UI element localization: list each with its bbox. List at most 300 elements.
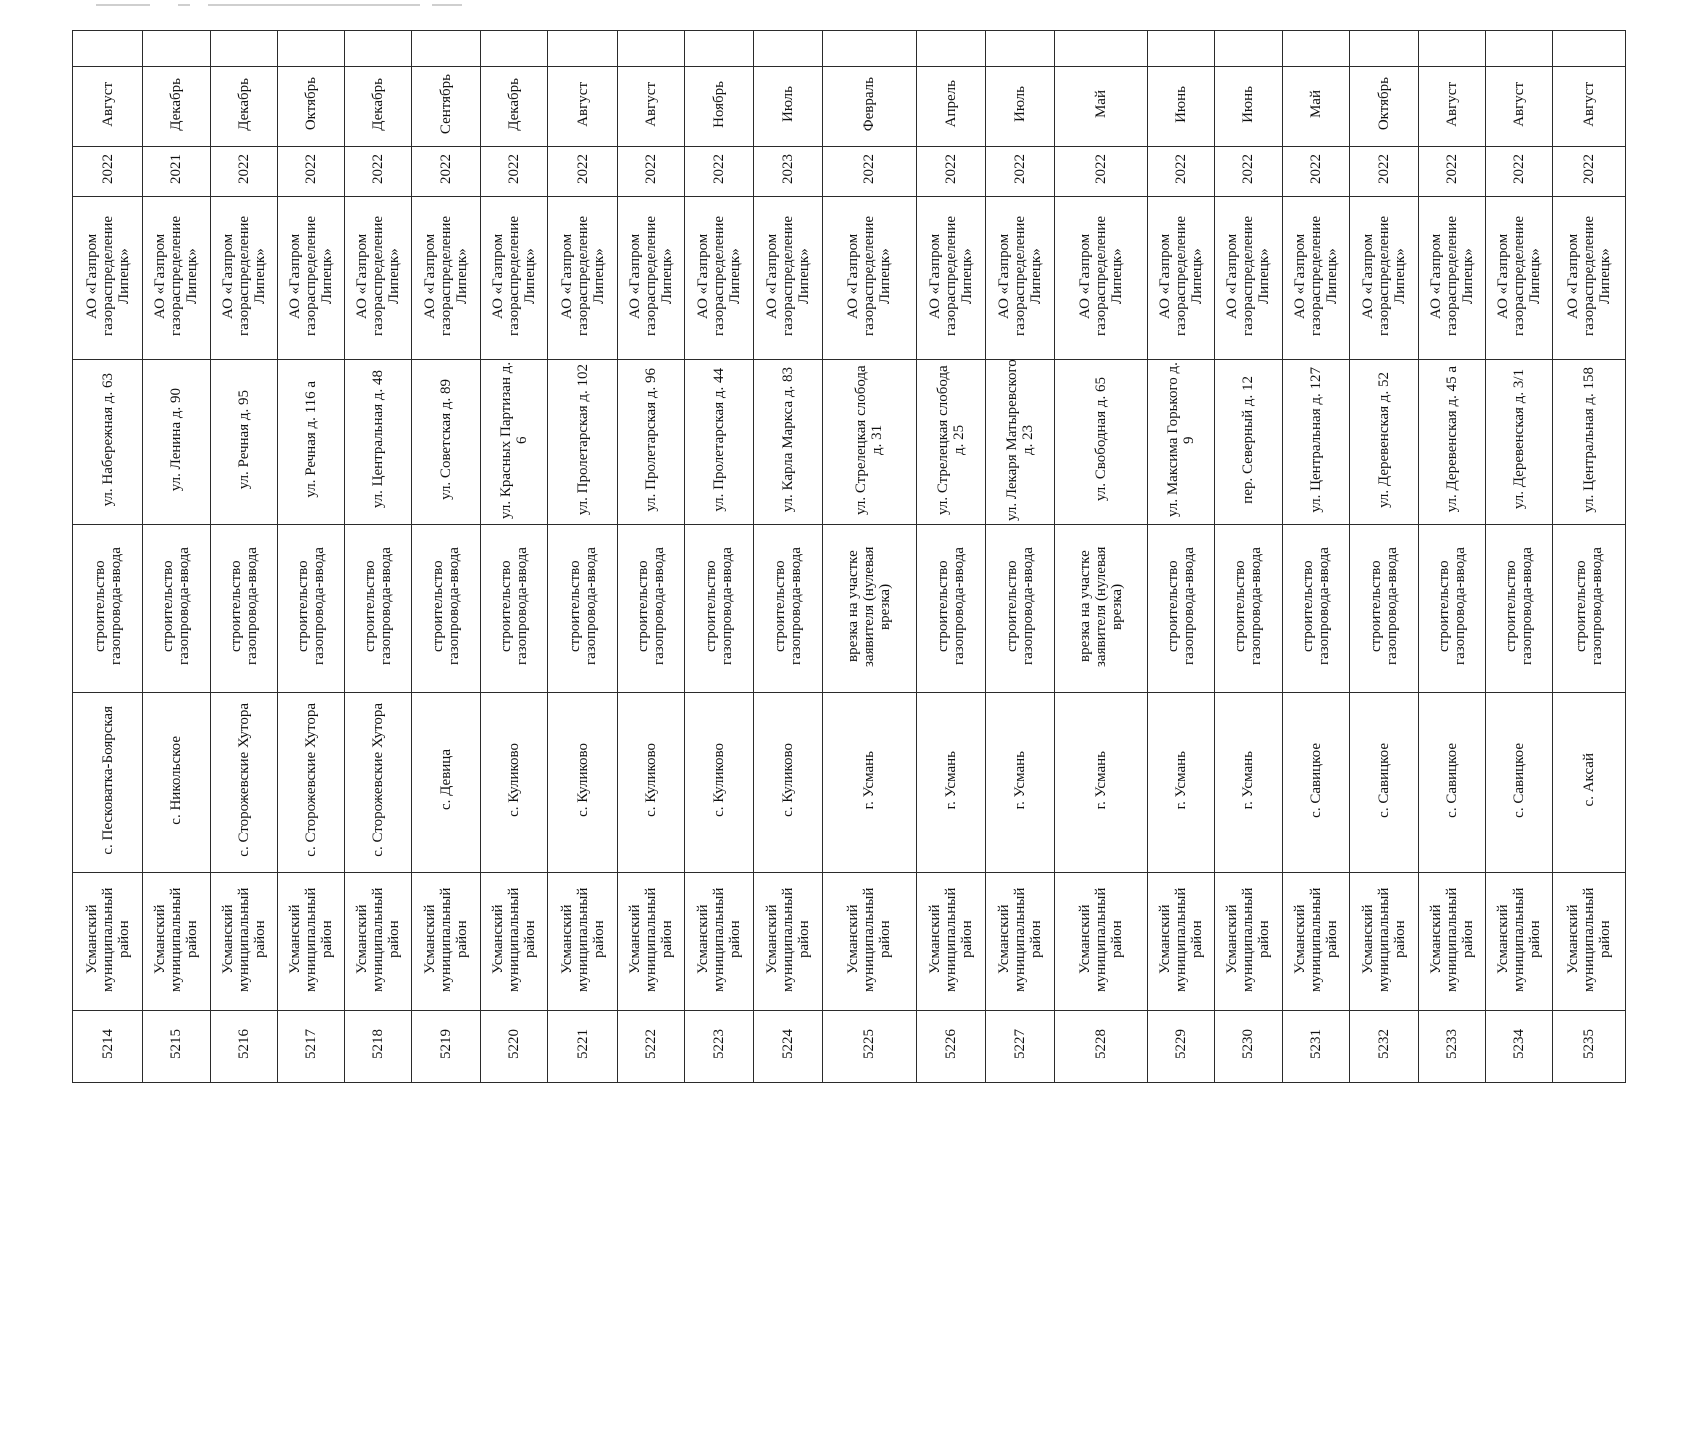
work-type-text: строительство газопровода-ввода xyxy=(1003,547,1036,665)
row-id-text: 5215 xyxy=(168,1029,185,1059)
work-type-cell xyxy=(985,525,1054,693)
work-type-cell xyxy=(1553,525,1626,693)
work-type-text: строительство газопровода-ввода xyxy=(772,547,805,665)
district-cell xyxy=(1349,873,1418,1011)
locality-cell xyxy=(1215,693,1282,873)
work-type-text: строительство газопровода-ввода xyxy=(702,547,735,665)
year-cell xyxy=(73,147,143,197)
company-cell xyxy=(684,197,753,360)
year-cell xyxy=(481,147,548,197)
table-band-id xyxy=(73,1011,1626,1083)
district-cell xyxy=(684,873,753,1011)
company-cell xyxy=(1148,197,1215,360)
locality-cell xyxy=(823,693,916,873)
row-id-cell xyxy=(411,1011,480,1083)
address-cell xyxy=(1418,360,1485,525)
locality-cell xyxy=(617,693,684,873)
row-id-cell xyxy=(823,1011,916,1083)
company-text: АО «Газпром газораспределение Липецк» xyxy=(422,215,471,336)
row-id-cell xyxy=(1215,1011,1282,1083)
locality-cell xyxy=(1282,693,1349,873)
district-text: Усманский муниципальный район xyxy=(558,886,607,992)
work-type-text: врезка на участке заявителя (нулевая врезка) xyxy=(845,545,894,667)
year-cell xyxy=(1215,147,1282,197)
year-cell xyxy=(1282,147,1349,197)
year-text: 2022 xyxy=(1173,154,1190,184)
row-id-cell xyxy=(916,1011,985,1083)
locality-cell xyxy=(1418,693,1485,873)
year-text: 2022 xyxy=(942,154,959,184)
work-type-cell xyxy=(1418,525,1485,693)
row-id-text: 5224 xyxy=(780,1029,797,1059)
table-band-blank xyxy=(73,31,1626,67)
table-band-address xyxy=(73,360,1626,525)
row-id-text: 5221 xyxy=(574,1029,591,1059)
work-type-text: строительство газопровода-ввода xyxy=(294,547,327,665)
row-id-cell xyxy=(1148,1011,1215,1083)
row-id-cell xyxy=(1055,1011,1148,1083)
company-text: АО «Газпром газораспределение Липецк» xyxy=(1359,215,1408,336)
company-text: АО «Газпром газораспределение Липецк» xyxy=(1428,215,1477,336)
month-text: Июнь xyxy=(1173,85,1190,123)
work-type-text: строительство газопровода-ввода xyxy=(1299,547,1332,665)
locality-text: г. Усмань xyxy=(1173,750,1190,810)
year-text: 2022 xyxy=(1011,154,1028,184)
address-text: ул. Стрелецкая слобода д. 31 xyxy=(853,364,886,515)
row-id-cell xyxy=(684,1011,753,1083)
row-id-cell xyxy=(1553,1011,1626,1083)
district-text: Усманский муниципальный район xyxy=(995,886,1044,992)
row-id-text: 5227 xyxy=(1011,1029,1028,1059)
locality-cell xyxy=(1486,693,1553,873)
blank-cell xyxy=(684,31,753,67)
district-cell xyxy=(1418,873,1485,1011)
row-id-text: 5214 xyxy=(99,1029,116,1059)
locality-text: с. Куликово xyxy=(506,743,523,817)
company-cell xyxy=(210,197,277,360)
work-type-cell xyxy=(210,525,277,693)
work-type-cell xyxy=(1215,525,1282,693)
work-type-text: строительство газопровода-ввода xyxy=(498,547,531,665)
year-text: 2022 xyxy=(642,154,659,184)
company-cell xyxy=(481,197,548,360)
company-cell xyxy=(754,197,823,360)
year-text: 2022 xyxy=(302,154,319,184)
blank-cell xyxy=(548,31,617,67)
address-cell xyxy=(1349,360,1418,525)
blank-cell xyxy=(916,31,985,67)
company-text: АО «Газпром газораспределение Липецк» xyxy=(353,215,402,336)
address-text: ул. Центральная д. 48 xyxy=(369,370,386,509)
month-text: Июль xyxy=(780,86,797,122)
work-type-text: строительство газопровода-ввода xyxy=(1232,547,1265,665)
year-cell xyxy=(754,147,823,197)
address-cell xyxy=(1148,360,1215,525)
year-cell xyxy=(548,147,617,197)
year-text: 2021 xyxy=(168,154,185,184)
year-text: 2022 xyxy=(506,154,523,184)
address-text: ул. Речная д. 116 а xyxy=(302,381,319,498)
locality-text: с. Девица xyxy=(438,749,455,811)
row-id-cell xyxy=(754,1011,823,1083)
locality-text: с. Савицкое xyxy=(1307,742,1324,818)
locality-cell xyxy=(684,693,753,873)
row-id-text: 5226 xyxy=(942,1029,959,1059)
blank-cell xyxy=(1349,31,1418,67)
work-type-cell xyxy=(1282,525,1349,693)
table-band-month xyxy=(73,67,1626,147)
locality-text: с. Куликово xyxy=(780,743,797,817)
company-cell xyxy=(1055,197,1148,360)
address-text: ул. Свободная д. 65 xyxy=(1093,377,1110,502)
year-text: 2022 xyxy=(574,154,591,184)
year-text: 2022 xyxy=(1444,154,1461,184)
work-type-cell xyxy=(617,525,684,693)
month-cell xyxy=(344,67,411,147)
year-cell xyxy=(1553,147,1626,197)
district-text: Усманский муниципальный район xyxy=(1224,886,1273,992)
row-id-text: 5223 xyxy=(710,1029,727,1059)
row-id-text: 5230 xyxy=(1240,1029,1257,1059)
locality-cell xyxy=(916,693,985,873)
locality-cell xyxy=(1148,693,1215,873)
company-text: АО «Газпром газораспределение Липецк» xyxy=(1157,215,1206,336)
year-cell xyxy=(411,147,480,197)
company-cell xyxy=(1349,197,1418,360)
month-cell xyxy=(754,67,823,147)
work-type-cell xyxy=(73,525,143,693)
row-id-text: 5225 xyxy=(861,1029,878,1059)
month-text: Июль xyxy=(1011,86,1028,122)
company-cell xyxy=(1282,197,1349,360)
locality-text: с. Сторожевские Хутора xyxy=(235,703,252,857)
address-cell xyxy=(1486,360,1553,525)
work-type-cell xyxy=(684,525,753,693)
locality-cell xyxy=(1055,693,1148,873)
month-cell xyxy=(143,67,210,147)
row-id-cell xyxy=(73,1011,143,1083)
locality-cell xyxy=(411,693,480,873)
company-text: АО «Газпром газораспределение Липецк» xyxy=(764,215,813,336)
district-text: Усманский муниципальный район xyxy=(1428,886,1477,992)
locality-cell xyxy=(344,693,411,873)
address-text: ул. Максима Горького д. 9 xyxy=(1165,362,1198,517)
row-id-text: 5220 xyxy=(506,1029,523,1059)
table-band-company xyxy=(73,197,1626,360)
address-text: ул. Советская д. 89 xyxy=(438,379,455,500)
company-text: АО «Газпром газораспределение Липецк» xyxy=(995,215,1044,336)
blank-cell xyxy=(210,31,277,67)
row-id-cell xyxy=(143,1011,210,1083)
year-text: 2022 xyxy=(710,154,727,184)
work-type-cell xyxy=(277,525,344,693)
district-cell xyxy=(823,873,916,1011)
table-band-locality xyxy=(73,693,1626,873)
blank-cell xyxy=(411,31,480,67)
address-text: ул. Деревенская д. 45 а xyxy=(1444,366,1461,513)
blank-cell xyxy=(1148,31,1215,67)
blank-cell xyxy=(1418,31,1485,67)
locality-text: г. Усмань xyxy=(861,750,878,810)
address-cell xyxy=(277,360,344,525)
blank-cell xyxy=(985,31,1054,67)
address-cell xyxy=(73,360,143,525)
blank-cell xyxy=(617,31,684,67)
scan-artifact xyxy=(208,4,420,6)
year-text: 2022 xyxy=(861,154,878,184)
month-cell xyxy=(481,67,548,147)
month-cell xyxy=(916,67,985,147)
locality-cell xyxy=(210,693,277,873)
company-text: АО «Газпром газораспределение Липецк» xyxy=(83,215,132,336)
month-text: Май xyxy=(1093,89,1110,119)
locality-cell xyxy=(277,693,344,873)
company-cell xyxy=(617,197,684,360)
month-text: Май xyxy=(1307,89,1324,119)
month-text: Август xyxy=(574,81,591,127)
year-text: 2023 xyxy=(780,154,797,184)
row-id-text: 5228 xyxy=(1093,1029,1110,1059)
address-text: ул. Пролетарская д. 44 xyxy=(710,367,727,512)
locality-cell xyxy=(481,693,548,873)
row-id-text: 5229 xyxy=(1173,1029,1190,1059)
work-type-text: строительство газопровода-ввода xyxy=(1165,547,1198,665)
address-cell xyxy=(1215,360,1282,525)
month-text: Август xyxy=(1444,81,1461,127)
row-id-cell xyxy=(210,1011,277,1083)
table-band-district xyxy=(73,873,1626,1011)
address-cell xyxy=(916,360,985,525)
month-text: Февраль xyxy=(861,76,878,132)
work-type-text: строительство газопровода-ввода xyxy=(160,547,193,665)
month-cell xyxy=(210,67,277,147)
company-text: АО «Газпром газораспределение Липецк» xyxy=(490,215,539,336)
month-cell xyxy=(1553,67,1626,147)
row-id-cell xyxy=(1349,1011,1418,1083)
address-text: ул. Лекаря Матыревского д. 23 xyxy=(1003,358,1036,521)
locality-cell xyxy=(143,693,210,873)
district-text: Усманский муниципальный район xyxy=(1157,886,1206,992)
blank-cell xyxy=(823,31,916,67)
work-type-cell xyxy=(411,525,480,693)
locality-text: с. Савицкое xyxy=(1375,742,1392,818)
month-text: Декабрь xyxy=(168,77,185,131)
locality-text: с. Сторожевские Хутора xyxy=(302,703,319,857)
year-cell xyxy=(1486,147,1553,197)
year-cell xyxy=(277,147,344,197)
row-id-text: 5219 xyxy=(438,1029,455,1059)
year-cell xyxy=(1418,147,1485,197)
work-type-cell xyxy=(1148,525,1215,693)
company-text: АО «Газпром газораспределение Липецк» xyxy=(1495,215,1544,336)
locality-cell xyxy=(73,693,143,873)
month-cell xyxy=(1215,67,1282,147)
month-cell xyxy=(1486,67,1553,147)
address-cell xyxy=(548,360,617,525)
district-text: Усманский муниципальный район xyxy=(764,886,813,992)
table-band-year xyxy=(73,147,1626,197)
month-cell xyxy=(617,67,684,147)
year-text: 2022 xyxy=(438,154,455,184)
row-id-cell xyxy=(277,1011,344,1083)
month-text: Август xyxy=(1581,81,1598,127)
scan-artifact xyxy=(96,4,150,6)
district-cell xyxy=(916,873,985,1011)
row-id-cell xyxy=(548,1011,617,1083)
district-text: Усманский муниципальный район xyxy=(626,886,675,992)
work-type-text: строительство газопровода-ввода xyxy=(91,547,124,665)
locality-cell xyxy=(754,693,823,873)
address-text: пер. Северный д. 12 xyxy=(1240,375,1257,504)
blank-cell xyxy=(754,31,823,67)
month-text: Сентябрь xyxy=(438,73,455,135)
month-cell xyxy=(548,67,617,147)
row-id-text: 5232 xyxy=(1375,1029,1392,1059)
district-cell xyxy=(548,873,617,1011)
locality-cell xyxy=(1349,693,1418,873)
company-cell xyxy=(1215,197,1282,360)
month-cell xyxy=(411,67,480,147)
locality-text: г. Усмань xyxy=(1240,750,1257,810)
district-cell xyxy=(481,873,548,1011)
district-text: Усманский муниципальный район xyxy=(353,886,402,992)
work-type-text: строительство газопровода-ввода xyxy=(1367,547,1400,665)
work-type-text: врезка на участке заявителя (нулевая врезка) xyxy=(1077,545,1126,667)
address-cell xyxy=(143,360,210,525)
work-type-cell xyxy=(143,525,210,693)
month-text: Август xyxy=(642,81,659,127)
address-cell xyxy=(411,360,480,525)
address-text: ул. Ленина д. 90 xyxy=(168,387,185,492)
address-text: ул. Пролетарская д. 102 xyxy=(574,363,591,516)
row-id-cell xyxy=(985,1011,1054,1083)
month-text: Декабрь xyxy=(369,77,386,131)
district-text: Усманский муниципальный район xyxy=(152,886,201,992)
month-cell xyxy=(1282,67,1349,147)
row-id-cell xyxy=(1418,1011,1485,1083)
district-cell xyxy=(985,873,1054,1011)
district-text: Усманский муниципальный район xyxy=(1077,886,1126,992)
month-cell xyxy=(73,67,143,147)
year-cell xyxy=(1349,147,1418,197)
year-cell xyxy=(210,147,277,197)
company-text: АО «Газпром газораспределение Липецк» xyxy=(558,215,607,336)
scan-artifact xyxy=(432,4,462,6)
district-cell xyxy=(1055,873,1148,1011)
blank-cell xyxy=(73,31,143,67)
work-type-cell xyxy=(1486,525,1553,693)
row-id-text: 5234 xyxy=(1511,1029,1528,1059)
company-cell xyxy=(344,197,411,360)
year-text: 2022 xyxy=(99,154,116,184)
year-text: 2022 xyxy=(1375,154,1392,184)
row-id-text: 5233 xyxy=(1444,1029,1461,1059)
row-id-cell xyxy=(481,1011,548,1083)
address-text: ул. Стрелецкая слобода д. 25 xyxy=(934,364,967,515)
year-text: 2022 xyxy=(1307,154,1324,184)
address-cell xyxy=(684,360,753,525)
address-text: ул. Речная д. 95 xyxy=(235,389,252,490)
company-cell xyxy=(985,197,1054,360)
month-cell xyxy=(985,67,1054,147)
month-text: Декабрь xyxy=(235,77,252,131)
year-cell xyxy=(617,147,684,197)
month-text: Октябрь xyxy=(1375,77,1392,131)
district-cell xyxy=(277,873,344,1011)
month-cell xyxy=(1349,67,1418,147)
address-cell xyxy=(823,360,916,525)
company-cell xyxy=(143,197,210,360)
address-cell xyxy=(1553,360,1626,525)
locality-cell xyxy=(985,693,1054,873)
district-text: Усманский муниципальный район xyxy=(694,886,743,992)
district-cell xyxy=(143,873,210,1011)
row-id-cell xyxy=(1282,1011,1349,1083)
company-text: АО «Газпром газораспределение Липецк» xyxy=(152,215,201,336)
address-text: ул. Деревенская д. 3/1 xyxy=(1511,369,1528,510)
year-cell xyxy=(1055,147,1148,197)
company-cell xyxy=(823,197,916,360)
locality-cell xyxy=(1553,693,1626,873)
row-id-text: 5222 xyxy=(642,1029,659,1059)
work-type-cell xyxy=(344,525,411,693)
scan-artifact xyxy=(178,4,190,6)
row-id-cell xyxy=(1486,1011,1553,1083)
locality-text: с. Песковатка-Боярская xyxy=(99,705,116,855)
locality-text: с. Сторожевские Хутора xyxy=(369,703,386,857)
work-type-text: строительство газопровода-ввода xyxy=(1573,547,1606,665)
month-cell xyxy=(1148,67,1215,147)
table-band-work xyxy=(73,525,1626,693)
district-text: Усманский муниципальный район xyxy=(286,886,335,992)
address-cell xyxy=(481,360,548,525)
address-cell xyxy=(617,360,684,525)
company-cell xyxy=(916,197,985,360)
month-text: Ноябрь xyxy=(710,80,727,128)
month-text: Декабрь xyxy=(506,77,523,131)
work-type-text: строительство газопровода-ввода xyxy=(566,547,599,665)
address-cell xyxy=(754,360,823,525)
district-text: Усманский муниципальный район xyxy=(83,886,132,992)
blank-cell xyxy=(1486,31,1553,67)
year-cell xyxy=(823,147,916,197)
work-type-text: строительство газопровода-ввода xyxy=(227,547,260,665)
locality-text: с. Савицкое xyxy=(1511,742,1528,818)
locality-text: с. Куликово xyxy=(642,743,659,817)
year-text: 2022 xyxy=(1581,154,1598,184)
month-text: Апрель xyxy=(942,80,959,128)
year-text: 2022 xyxy=(1240,154,1257,184)
company-cell xyxy=(1418,197,1485,360)
district-cell xyxy=(754,873,823,1011)
work-type-cell xyxy=(1349,525,1418,693)
company-text: АО «Газпром газораспределение Липецк» xyxy=(286,215,335,336)
company-cell xyxy=(1486,197,1553,360)
company-cell xyxy=(277,197,344,360)
district-cell xyxy=(411,873,480,1011)
year-cell xyxy=(985,147,1054,197)
district-cell xyxy=(344,873,411,1011)
work-type-cell xyxy=(823,525,916,693)
company-text: АО «Газпром газораспределение Липецк» xyxy=(626,215,675,336)
address-cell xyxy=(344,360,411,525)
district-cell xyxy=(617,873,684,1011)
year-cell xyxy=(916,147,985,197)
row-id-text: 5231 xyxy=(1307,1029,1324,1059)
work-type-text: строительство газопровода-ввода xyxy=(1436,547,1469,665)
blank-cell xyxy=(481,31,548,67)
year-cell xyxy=(1148,147,1215,197)
